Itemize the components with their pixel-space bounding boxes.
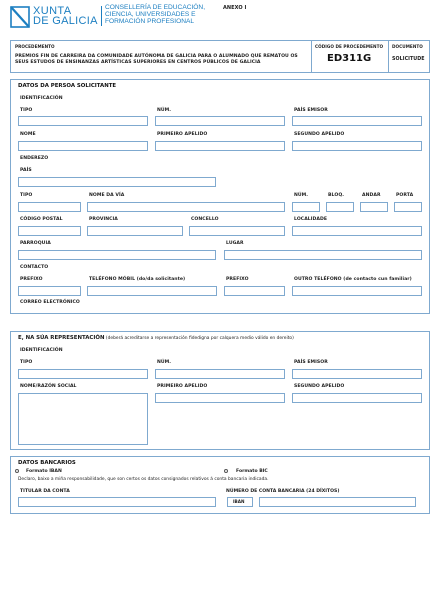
procedure-label: PROCEDEMENTO (15, 44, 55, 49)
applicant-identification-label: IDENTIFICACIÓN (20, 96, 63, 101)
applicant-segundo-apelido-field[interactable] (292, 141, 422, 151)
bank-numero-conta-field[interactable] (259, 497, 416, 507)
iban-format-radio[interactable] (15, 469, 19, 473)
representative-segundo-apelido-field[interactable] (292, 393, 422, 403)
applicant-porta-field[interactable] (394, 202, 422, 212)
applicant-concello-field[interactable] (189, 226, 285, 236)
applicant-lugar-field[interactable] (224, 250, 422, 260)
representative-segundo-apelido-label: SEGUNDO APELIDO (294, 384, 345, 389)
applicant-nome-via-label: NOME DA VÍA (89, 193, 125, 198)
logo-line2: DE GALICIA (33, 15, 98, 27)
bank-declaration: Declaro, baixo a miña responsabilidade, que son certos os datos consignados relativos á conta bancaria indicada. (18, 477, 269, 482)
applicant-pais-field[interactable] (18, 177, 216, 187)
representative-section-title (18, 335, 294, 341)
procedure-divider-2 (388, 40, 389, 73)
applicant-parroquia-label: PARROQUIA (20, 241, 51, 246)
logo-divider (101, 6, 102, 26)
representative-tipo-label: TIPO (20, 360, 33, 365)
applicant-telefono-movil-label: TELÉFONO MÓBIL (do/da solicitante) (89, 277, 186, 282)
bank-numero-conta-label: NÚMERO DE CONTA BANCARIA (24 DÍXITOS) (226, 489, 340, 494)
applicant-primeiro-apelido-label: PRIMEIRO APELIDO (157, 132, 208, 137)
applicant-telefono-movil-field[interactable] (87, 286, 217, 296)
conselleria-line1: CONSELLERÍA DE EDUCACIÓN, (105, 4, 206, 11)
applicant-prefixo2-label: PREFIXO (226, 277, 249, 282)
xunta-emblem-icon (10, 6, 30, 28)
bank-section-title: DATOS BANCARIOS (18, 460, 76, 466)
bank-titular-label: TITULAR DA CONTA (20, 489, 70, 494)
document-value: SOLICITUDE (392, 57, 425, 62)
document-label: DOCUMENTO (392, 44, 423, 49)
applicant-bloq-field[interactable] (326, 202, 354, 212)
representative-primeiro-apelido-label: PRIMEIRO APELIDO (157, 384, 208, 389)
applicant-prefixo-label: PREFIXO (20, 277, 43, 282)
applicant-andar-field[interactable] (360, 202, 388, 212)
procedure-title-line2: SEUS ESTUDOS DE ENSINANZAS ARTÍSTICAS SUPERIORES EN CENTROS PÚBLICOS DE GALICIA (15, 60, 261, 65)
applicant-localidade-field[interactable] (292, 226, 422, 236)
applicant-num-via-field[interactable] (292, 202, 320, 212)
representative-num-label: NÚM. (157, 360, 172, 365)
applicant-concello-label: CONCELLO (191, 217, 219, 222)
applicant-andar-label: ANDAR (362, 193, 381, 198)
applicant-tipo-field[interactable] (18, 116, 148, 126)
applicant-tipo-via-field[interactable] (18, 202, 81, 212)
applicant-num-label: NÚM. (157, 108, 172, 113)
applicant-nome-label: NOME (20, 132, 36, 137)
applicant-num-field[interactable] (155, 116, 285, 126)
iban-format-label: Formato IBAN (26, 469, 62, 474)
applicant-pais-emisor-field[interactable] (292, 116, 422, 126)
representative-num-field[interactable] (155, 369, 285, 379)
applicant-codigo-postal-field[interactable] (18, 226, 81, 236)
applicant-pais-emisor-label: PAÍS EMISOR (294, 108, 328, 113)
applicant-contacto-label: CONTACTO (20, 265, 49, 270)
representative-tipo-field[interactable] (18, 369, 148, 379)
procedure-code-label: CÓDIGO DE PROCEDEMENTO (315, 44, 384, 49)
applicant-enderezo-label: ENDEREZO (20, 156, 49, 161)
procedure-title-line1: PREMIOS FIN DE CARREIRA DA COMUNIDADE AUTÓNOMA DE GALICIA PARA O ALUMNADO QUE REMATOU OS (15, 54, 298, 59)
representative-nome-razon-label: NOME/RAZÓN SOCIAL (20, 384, 77, 389)
applicant-prefixo2-field[interactable] (224, 286, 285, 296)
applicant-nome-via-field[interactable] (87, 202, 285, 212)
applicant-correo-label: CORREO ELECTRÓNICO (20, 300, 80, 305)
applicant-num-via-label: NÚM. (294, 193, 309, 198)
bic-format-label: Formato BIC (236, 469, 268, 474)
applicant-segundo-apelido-label: SEGUNDO APELIDO (294, 132, 345, 137)
applicant-outro-telefono-label: OUTRO TELÉFONO (de contacto cun familiar) (294, 277, 412, 282)
representative-title-bold: E, NA SÚA REPRESENTACIÓN (18, 335, 105, 341)
applicant-provincia-field[interactable] (87, 226, 183, 236)
applicant-porta-label: PORTA (396, 193, 414, 198)
logo-line1: XUNTA (33, 5, 72, 17)
bic-format-radio[interactable] (224, 469, 228, 473)
applicant-section-title: DATOS DA PERSOA SOLICITANTE (18, 83, 117, 89)
applicant-codigo-postal-label: CÓDIGO POSTAL (20, 217, 63, 222)
applicant-localidade-label: LOCALIDADE (294, 217, 328, 222)
representative-pais-emisor-label: PAÍS EMISOR (294, 360, 328, 365)
representative-pais-emisor-field[interactable] (292, 369, 422, 379)
annex-label: ANEXO I (223, 5, 247, 11)
applicant-parroquia-field[interactable] (18, 250, 216, 260)
bank-iban-label: IBAN (233, 499, 245, 504)
conselleria-line2: CIENCIA, UNIVERSIDADES E (105, 11, 196, 18)
representative-primeiro-apelido-field[interactable] (155, 393, 285, 403)
representative-identification-label: IDENTIFICACIÓN (20, 348, 63, 353)
representative-nome-razon-field[interactable] (18, 393, 148, 445)
applicant-pais-label: PAÍS (20, 168, 32, 173)
applicant-tipo-label: TIPO (20, 108, 33, 113)
procedure-divider-1 (311, 40, 312, 73)
applicant-provincia-label: PROVINCIA (89, 217, 118, 222)
applicant-prefixo-field[interactable] (18, 286, 81, 296)
applicant-primeiro-apelido-field[interactable] (155, 141, 285, 151)
applicant-outro-telefono-field[interactable] (292, 286, 422, 296)
conselleria-line3: FORMACIÓN PROFESIONAL (105, 18, 195, 25)
applicant-lugar-label: LUGAR (226, 241, 244, 246)
applicant-tipo-via-label: TIPO (20, 193, 33, 198)
applicant-nome-field[interactable] (18, 141, 148, 151)
bank-titular-field[interactable] (18, 497, 216, 507)
procedure-code-value: ED311G (327, 53, 372, 64)
applicant-bloq-label: BLOQ. (328, 193, 345, 198)
representative-title-note: (deberá acreditarse a representación fidedigna por calquera medio válido en dereito) (104, 336, 294, 341)
